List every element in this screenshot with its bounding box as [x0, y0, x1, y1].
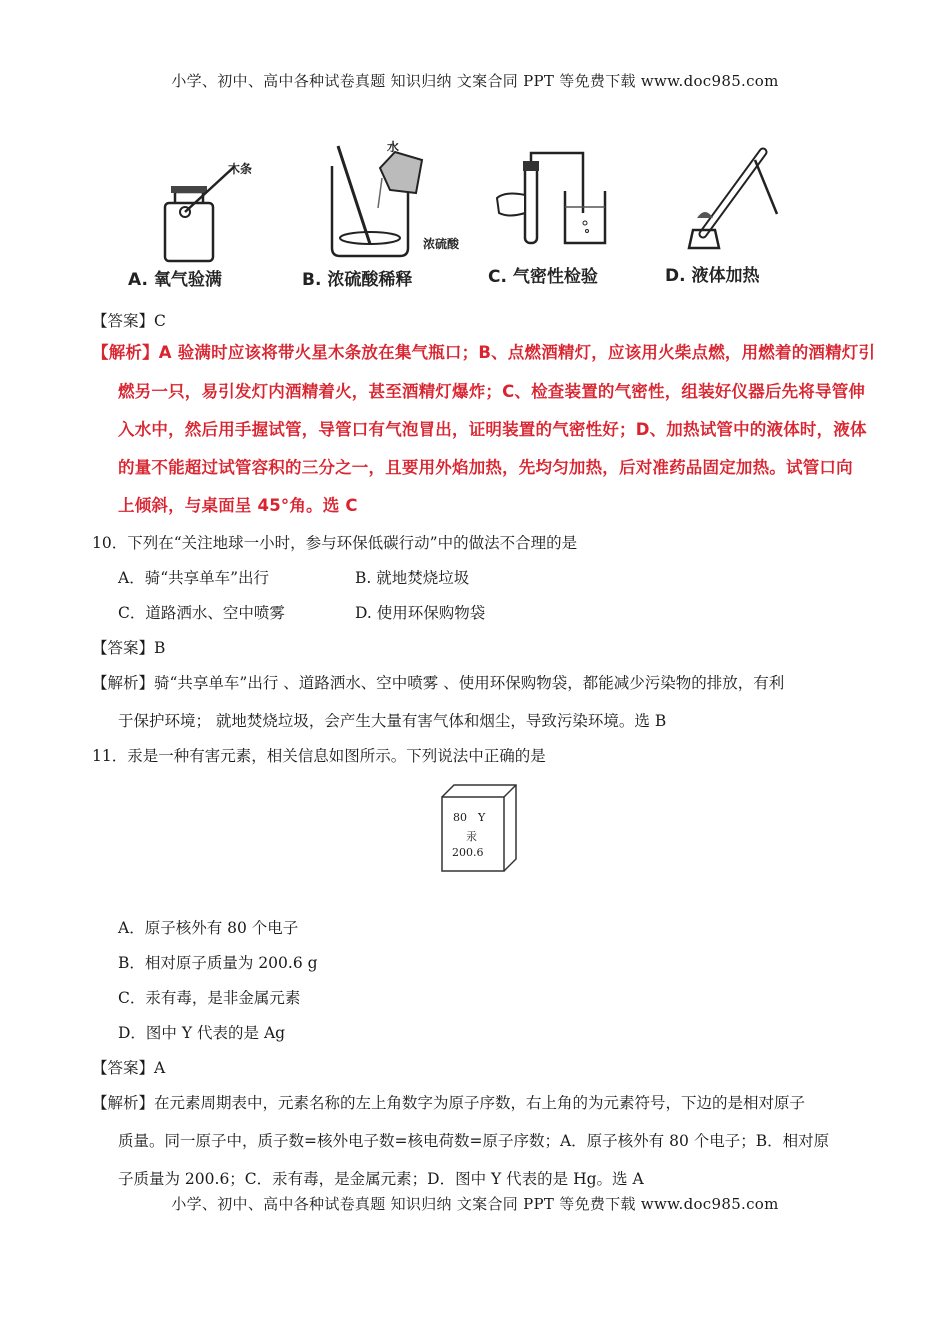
- figure-b-caption: B. 浓硫酸稀释: [302, 270, 413, 290]
- q9-analysis-line-1: 【解析】A 验满时应该将带火星木条放在集气瓶口；B、点燃酒精灯，应该用火柴点燃，用燃着的酒精灯引: [92, 343, 876, 362]
- q10-analysis-line-1: 【解析】骑“共享单车”出行 、道路洒水、空中喷雾 、使用环保购物袋，都能减少污染物的排放，有利: [92, 674, 785, 692]
- q9-analysis-line-4: 的量不能超过试管容积的三分之一，且要用外焰加热，先均匀加热，后对准药品固定加热。试管口向: [118, 458, 853, 477]
- acid-label: 浓硫酸: [423, 237, 460, 251]
- q11-stem: 11．汞是一种有害元素，相关信息如图所示。下列说法中正确的是: [92, 747, 546, 765]
- figure-a-caption: A. 氧气验满: [128, 270, 222, 290]
- q11-option-d: D．图中 Y 代表的是 Ag: [118, 1024, 286, 1042]
- figure-d-caption: D. 液体加热: [665, 266, 760, 286]
- q10-option-c: C．道路洒水、空中喷雾: [118, 604, 285, 622]
- q11-analysis-line-3: 子质量为 200.6；C．汞有毒，是金属元素；D．图中 Y 代表的是 Hg。选 A: [118, 1170, 644, 1188]
- element-number: 80: [453, 811, 467, 824]
- stick-label: 木条: [228, 162, 253, 176]
- q10-analysis-line-2: 于保护环境； 就地焚烧垃圾，会产生大量有害气体和烟尘，导致污染环境。选 B: [118, 712, 667, 730]
- q11-answer: 【答案】A: [92, 1059, 166, 1077]
- experiment-figures: [120, 138, 800, 293]
- page-header: 小学、初中、高中各种试卷真题 知识归纳 文案合同 PPT 等免费下载 www.doc985.com: [171, 72, 779, 90]
- q11-analysis-line-1: 【解析】在元素周期表中，元素名称的左上角数字为原子序数，右上角的为元素符号，下边的是相对原子: [92, 1094, 806, 1112]
- q10-option-b: B. 就地焚烧垃圾: [355, 569, 470, 587]
- q10-option-a: A．骑“共享单车”出行: [118, 569, 270, 587]
- page-footer: 小学、初中、高中各种试卷真题 知识归纳 文案合同 PPT 等免费下载 www.doc985.com: [171, 1195, 779, 1213]
- q10-answer: 【答案】B: [92, 639, 166, 657]
- cube-outline: [440, 783, 520, 875]
- airtight-figure: [495, 143, 625, 258]
- water-label: 水: [387, 140, 400, 154]
- q10-option-d: D. 使用环保购物袋: [355, 604, 486, 622]
- q11-analysis-line-2: 质量。同一原子中，质子数=核外电子数=核电荷数=原子序数；A．原子核外有 80 个电子；B．相对原: [118, 1132, 830, 1150]
- q10-stem: 10．下列在“关注地球一小时，参与环保低碳行动”中的做法不合理的是: [92, 534, 578, 552]
- q9-analysis-line-3: 入水中，然后用手握试管，导管口有气泡冒出，证明装置的气密性好；D、加热试管中的液体时，液体: [118, 420, 867, 439]
- q9-analysis-line-2: 燃另一只，易引发灯内酒精着火，甚至酒精灯爆炸；C、检查装置的气密性，组装好仪器后先将导管伸: [118, 382, 866, 401]
- q11-option-b: B．相对原子质量为 200.6 g: [118, 954, 318, 972]
- element-name: 汞: [466, 830, 477, 843]
- q9-answer: 【答案】C: [92, 312, 166, 330]
- element-cube: [440, 783, 520, 875]
- q11-option-a: A．原子核外有 80 个电子: [118, 919, 299, 937]
- figure-c-caption: C. 气密性检验: [488, 267, 598, 287]
- heating-figure: [675, 146, 795, 256]
- element-symbol: Y: [478, 811, 486, 824]
- q11-option-c: C．汞有毒，是非金属元素: [118, 989, 301, 1007]
- q9-analysis-line-5: 上倾斜，与桌面呈 45°角。选 C: [118, 496, 358, 515]
- element-mass: 200.6: [452, 846, 484, 859]
